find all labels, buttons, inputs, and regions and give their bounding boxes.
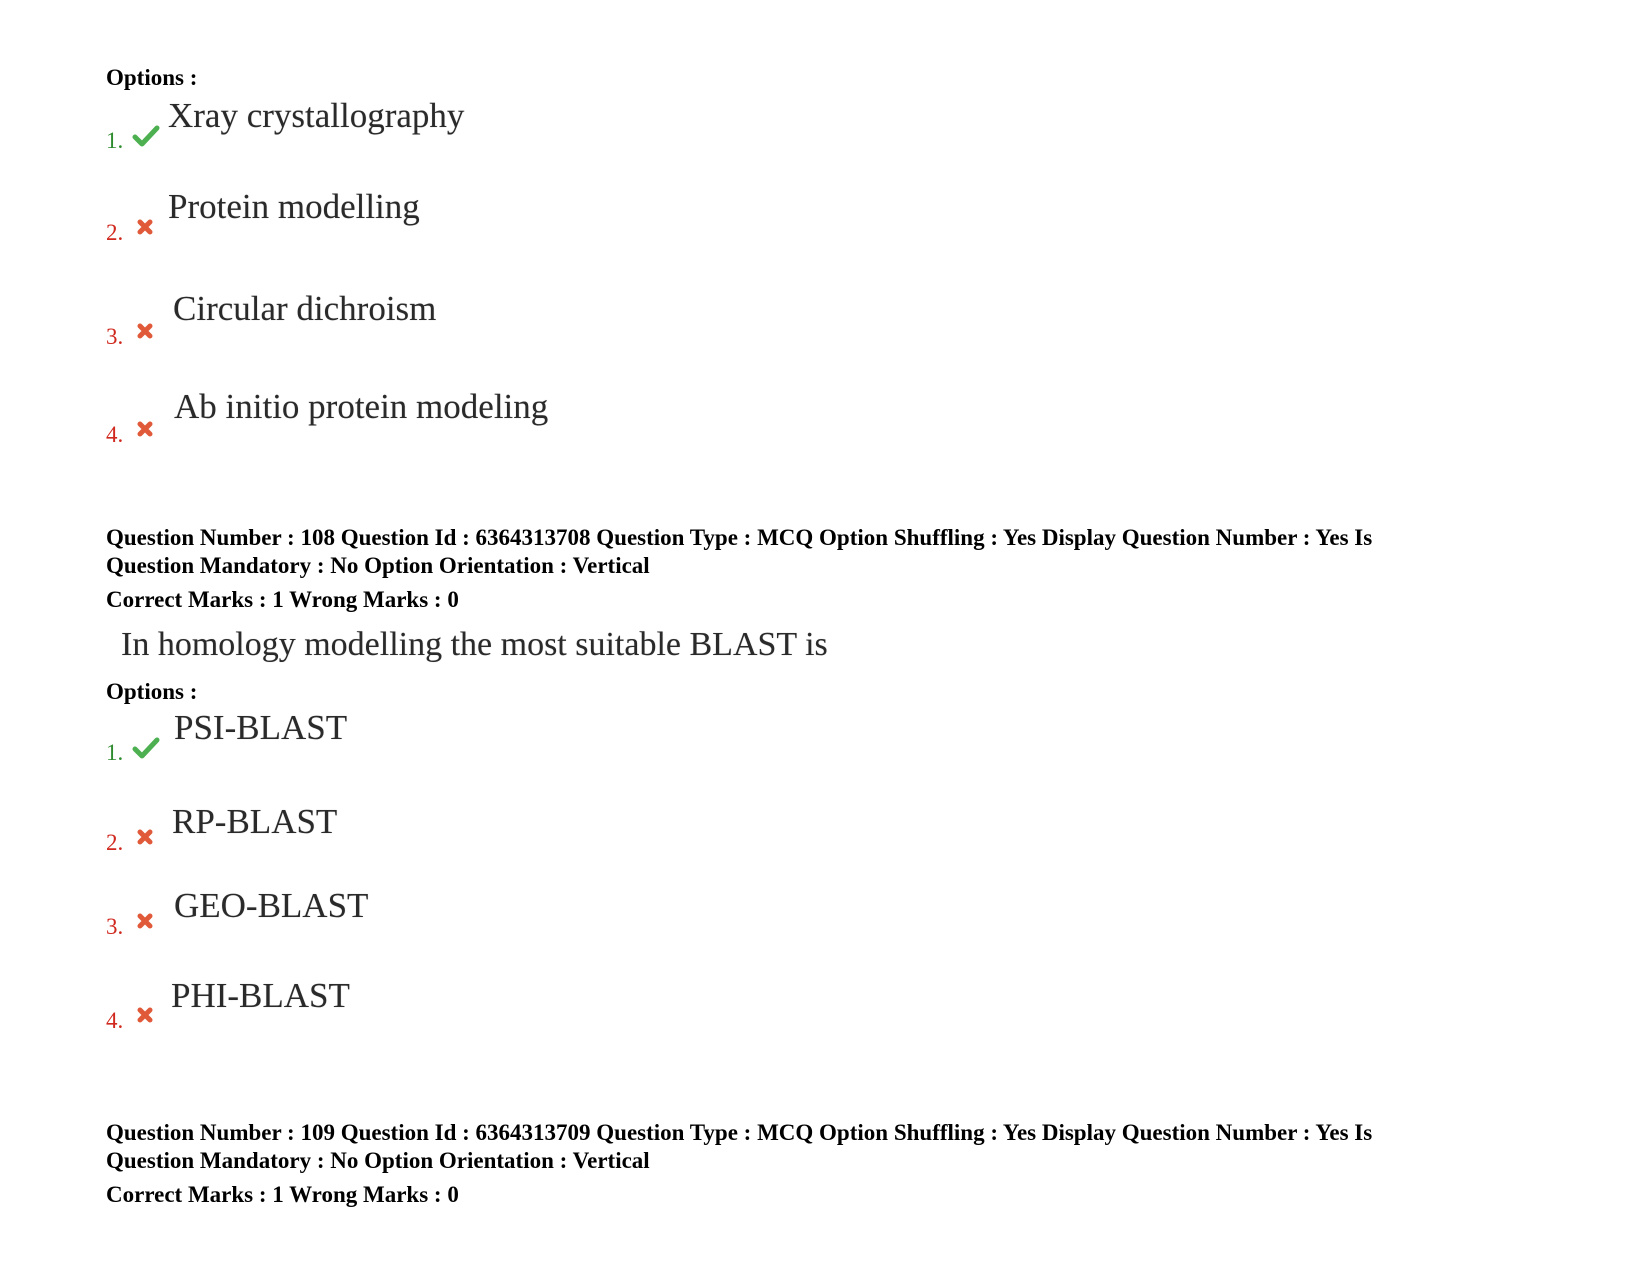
question-meta-line: Question Number : 109 Question Id : 6364313709 Question Type : MCQ Option Shuffling : Yes Display Question Number : Yes Is xyxy=(106,1120,1373,1145)
cross-icon xyxy=(132,1002,160,1030)
cross-icon xyxy=(132,318,160,346)
cross-icon xyxy=(132,824,160,852)
option-number: 4. xyxy=(106,1008,124,1033)
option-number: 3. xyxy=(106,324,124,349)
marks-line: Correct Marks : 1 Wrong Marks : 0 xyxy=(106,1182,459,1207)
option-number: 1. xyxy=(106,128,124,153)
question-meta-line: Question Mandatory : No Option Orientation : Vertical xyxy=(106,1148,650,1173)
check-icon xyxy=(132,122,160,150)
option-text: RP-BLAST xyxy=(172,802,338,841)
cross-icon xyxy=(132,908,160,936)
option-number: 1. xyxy=(106,740,124,765)
option-text: PHI-BLAST xyxy=(171,976,350,1015)
option-text: Xray crystallography xyxy=(168,96,465,135)
cross-icon xyxy=(132,214,160,242)
question-meta-line: Question Mandatory : No Option Orientation : Vertical xyxy=(106,553,650,578)
option-text: Ab initio protein modeling xyxy=(174,387,549,426)
marks-line: Correct Marks : 1 Wrong Marks : 0 xyxy=(106,587,459,612)
option-number: 3. xyxy=(106,914,124,939)
options-label: Options : xyxy=(106,679,198,704)
question-meta xyxy=(106,1119,1556,1175)
question-text: In homology modelling the most suitable BLAST is xyxy=(121,626,828,663)
cross-icon xyxy=(132,416,160,444)
option-number: 2. xyxy=(106,830,124,855)
option-text: Protein modelling xyxy=(168,187,420,226)
options-label: Options : xyxy=(106,65,198,90)
option-text: PSI-BLAST xyxy=(174,708,348,747)
option-text: GEO-BLAST xyxy=(174,886,369,925)
check-icon xyxy=(132,734,160,762)
option-text: Circular dichroism xyxy=(173,289,437,328)
question-meta xyxy=(106,524,1556,580)
option-number: 2. xyxy=(106,220,124,245)
question-meta-line: Question Number : 108 Question Id : 6364313708 Question Type : MCQ Option Shuffling : Yes Display Question Number : Yes Is xyxy=(106,525,1373,550)
option-number: 4. xyxy=(106,422,124,447)
